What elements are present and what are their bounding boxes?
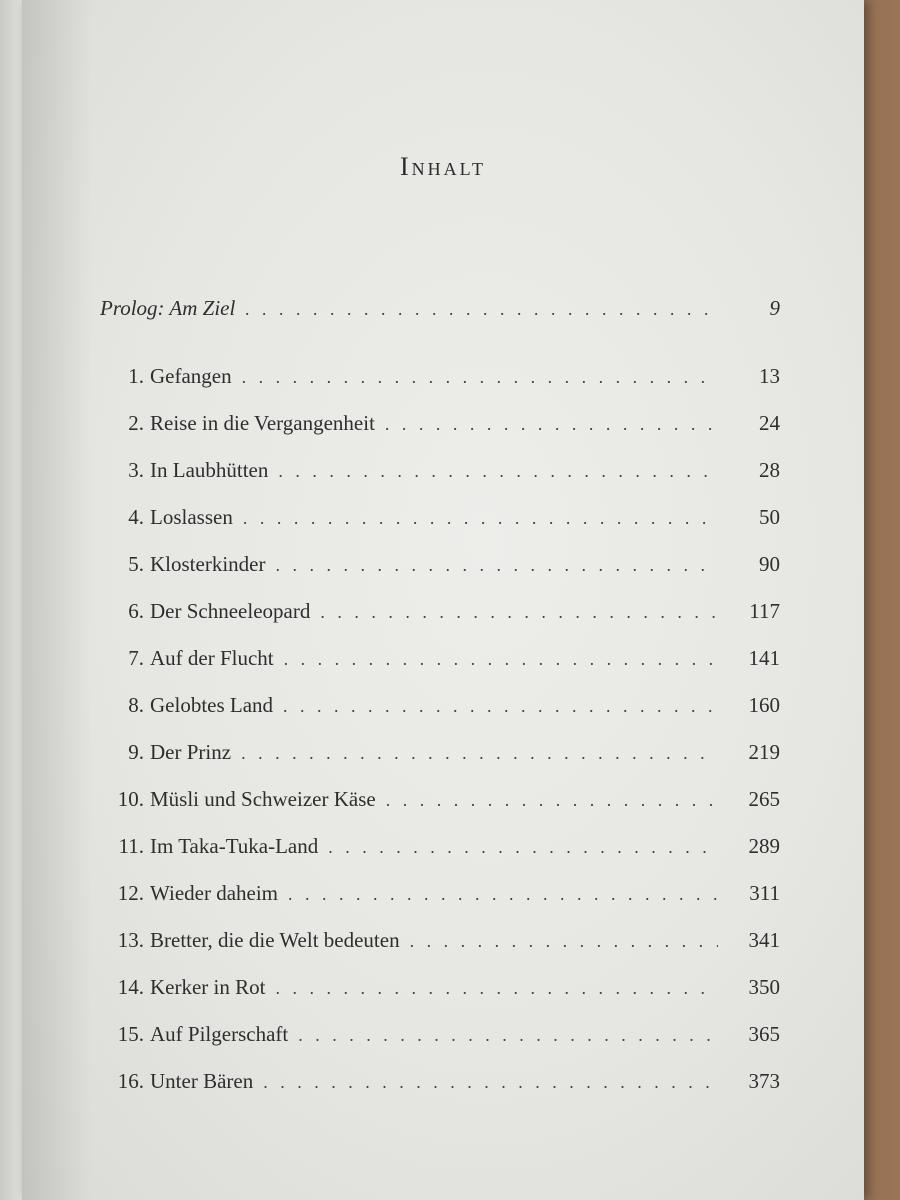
toc-entry-title: Unter Bären [150,1069,254,1093]
toc-entry [100,1022,780,1069]
toc-entry-title: Prolog: Am Ziel [100,296,236,320]
dot-leader [245,299,718,320]
toc-entry-page: 311 [749,881,780,905]
toc-entry [100,881,780,928]
toc-entry-number: 12. [117,881,144,905]
dot-leader [298,1025,718,1046]
toc-entry [100,646,780,693]
toc-entry-number: 14. [117,975,144,999]
dot-leader [410,931,718,952]
toc-entry-title: Der Prinz [150,740,232,764]
toc-entry-page: 289 [748,834,780,858]
toc-entry [100,599,780,646]
table-of-contents [100,296,780,1116]
toc-entry [100,834,780,881]
toc-entry-number: 15. [117,1022,144,1046]
toc-entry-title: Kerker in Rot [150,975,266,999]
toc-entry-page: 13 [759,364,780,388]
dot-leader [263,1072,718,1093]
toc-entry-title: Im Taka-Tuka-Land [150,834,319,858]
toc-entry-page: 28 [759,458,780,482]
toc-entry-prolog [100,296,780,364]
toc-entry-number: 10. [117,787,144,811]
dot-leader [275,978,718,999]
toc-entry-number: 7. [128,646,144,670]
toc-entry-title: Wieder daheim [150,881,279,905]
toc-entry-page: 265 [748,787,780,811]
toc-entry-title: Reise in die Vergangenheit [150,411,375,435]
toc-entry [100,505,780,552]
dot-leader [288,884,718,905]
toc-entry-title: In Laubhütten [150,458,269,482]
dot-leader [278,461,718,482]
toc-entry-title: Klosterkinder [150,552,266,576]
book-page [22,0,864,1200]
toc-entry-page: 373 [748,1069,780,1093]
toc-entry-title: Gelobtes Land [150,693,274,717]
toc-entry-number: 16. [117,1069,144,1093]
toc-entry-title: Loslassen [150,505,233,529]
toc-entry-number: 11. [118,834,144,858]
dot-leader [320,602,718,623]
toc-entry-number: 6. [128,599,144,623]
page-heading: Inhalt [400,152,486,181]
dot-leader [242,367,718,388]
toc-entry-title: Bretter, die die Welt bedeuten [150,928,400,952]
toc-entry-page: 90 [759,552,780,576]
toc-entry-page: 341 [748,928,780,952]
toc-entry [100,928,780,975]
toc-entry-number: 2. [128,411,144,435]
toc-entry-page: 365 [748,1022,780,1046]
toc-entry-title: Gefangen [150,364,232,388]
toc-entry-number: 9. [128,740,144,764]
toc-entry-title: Müsli und Schweizer Käse [150,787,376,811]
dot-leader [328,837,718,858]
toc-entry-page: 160 [748,693,780,717]
toc-entry [100,975,780,1022]
toc-entry-title: Auf der Flucht [150,646,274,670]
toc-entry [100,552,780,599]
toc-entry-number: 1. [128,364,144,388]
toc-entry-page: 50 [759,505,780,529]
toc-entry-page: 24 [759,411,780,435]
dot-leader [386,790,718,811]
dot-leader [385,414,718,435]
toc-entry-number: 13. [117,928,144,952]
toc-entry-number: 5. [128,552,144,576]
toc-entry-page: 117 [749,599,780,623]
toc-entry-number: 3. [128,458,144,482]
toc-entry-title: Der Schneeleopard [150,599,311,623]
toc-entry-page: 9 [769,296,780,320]
dot-leader [243,508,718,529]
toc-entry [100,787,780,834]
dot-leader [283,696,718,717]
toc-entry [100,411,780,458]
toc-entry [100,693,780,740]
toc-entry-number: 8. [128,693,144,717]
toc-entry [100,364,780,411]
toc-entry [100,740,780,787]
toc-entry [100,458,780,505]
dot-leader [284,649,718,670]
toc-entry-number: 4. [128,505,144,529]
toc-entry-page: 350 [748,975,780,999]
dot-leader [241,743,718,764]
dot-leader [275,555,718,576]
toc-entry-title: Auf Pilgerschaft [150,1022,289,1046]
toc-entry-page: 219 [748,740,780,764]
toc-entry-page: 141 [748,646,780,670]
toc-entry [100,1069,780,1116]
